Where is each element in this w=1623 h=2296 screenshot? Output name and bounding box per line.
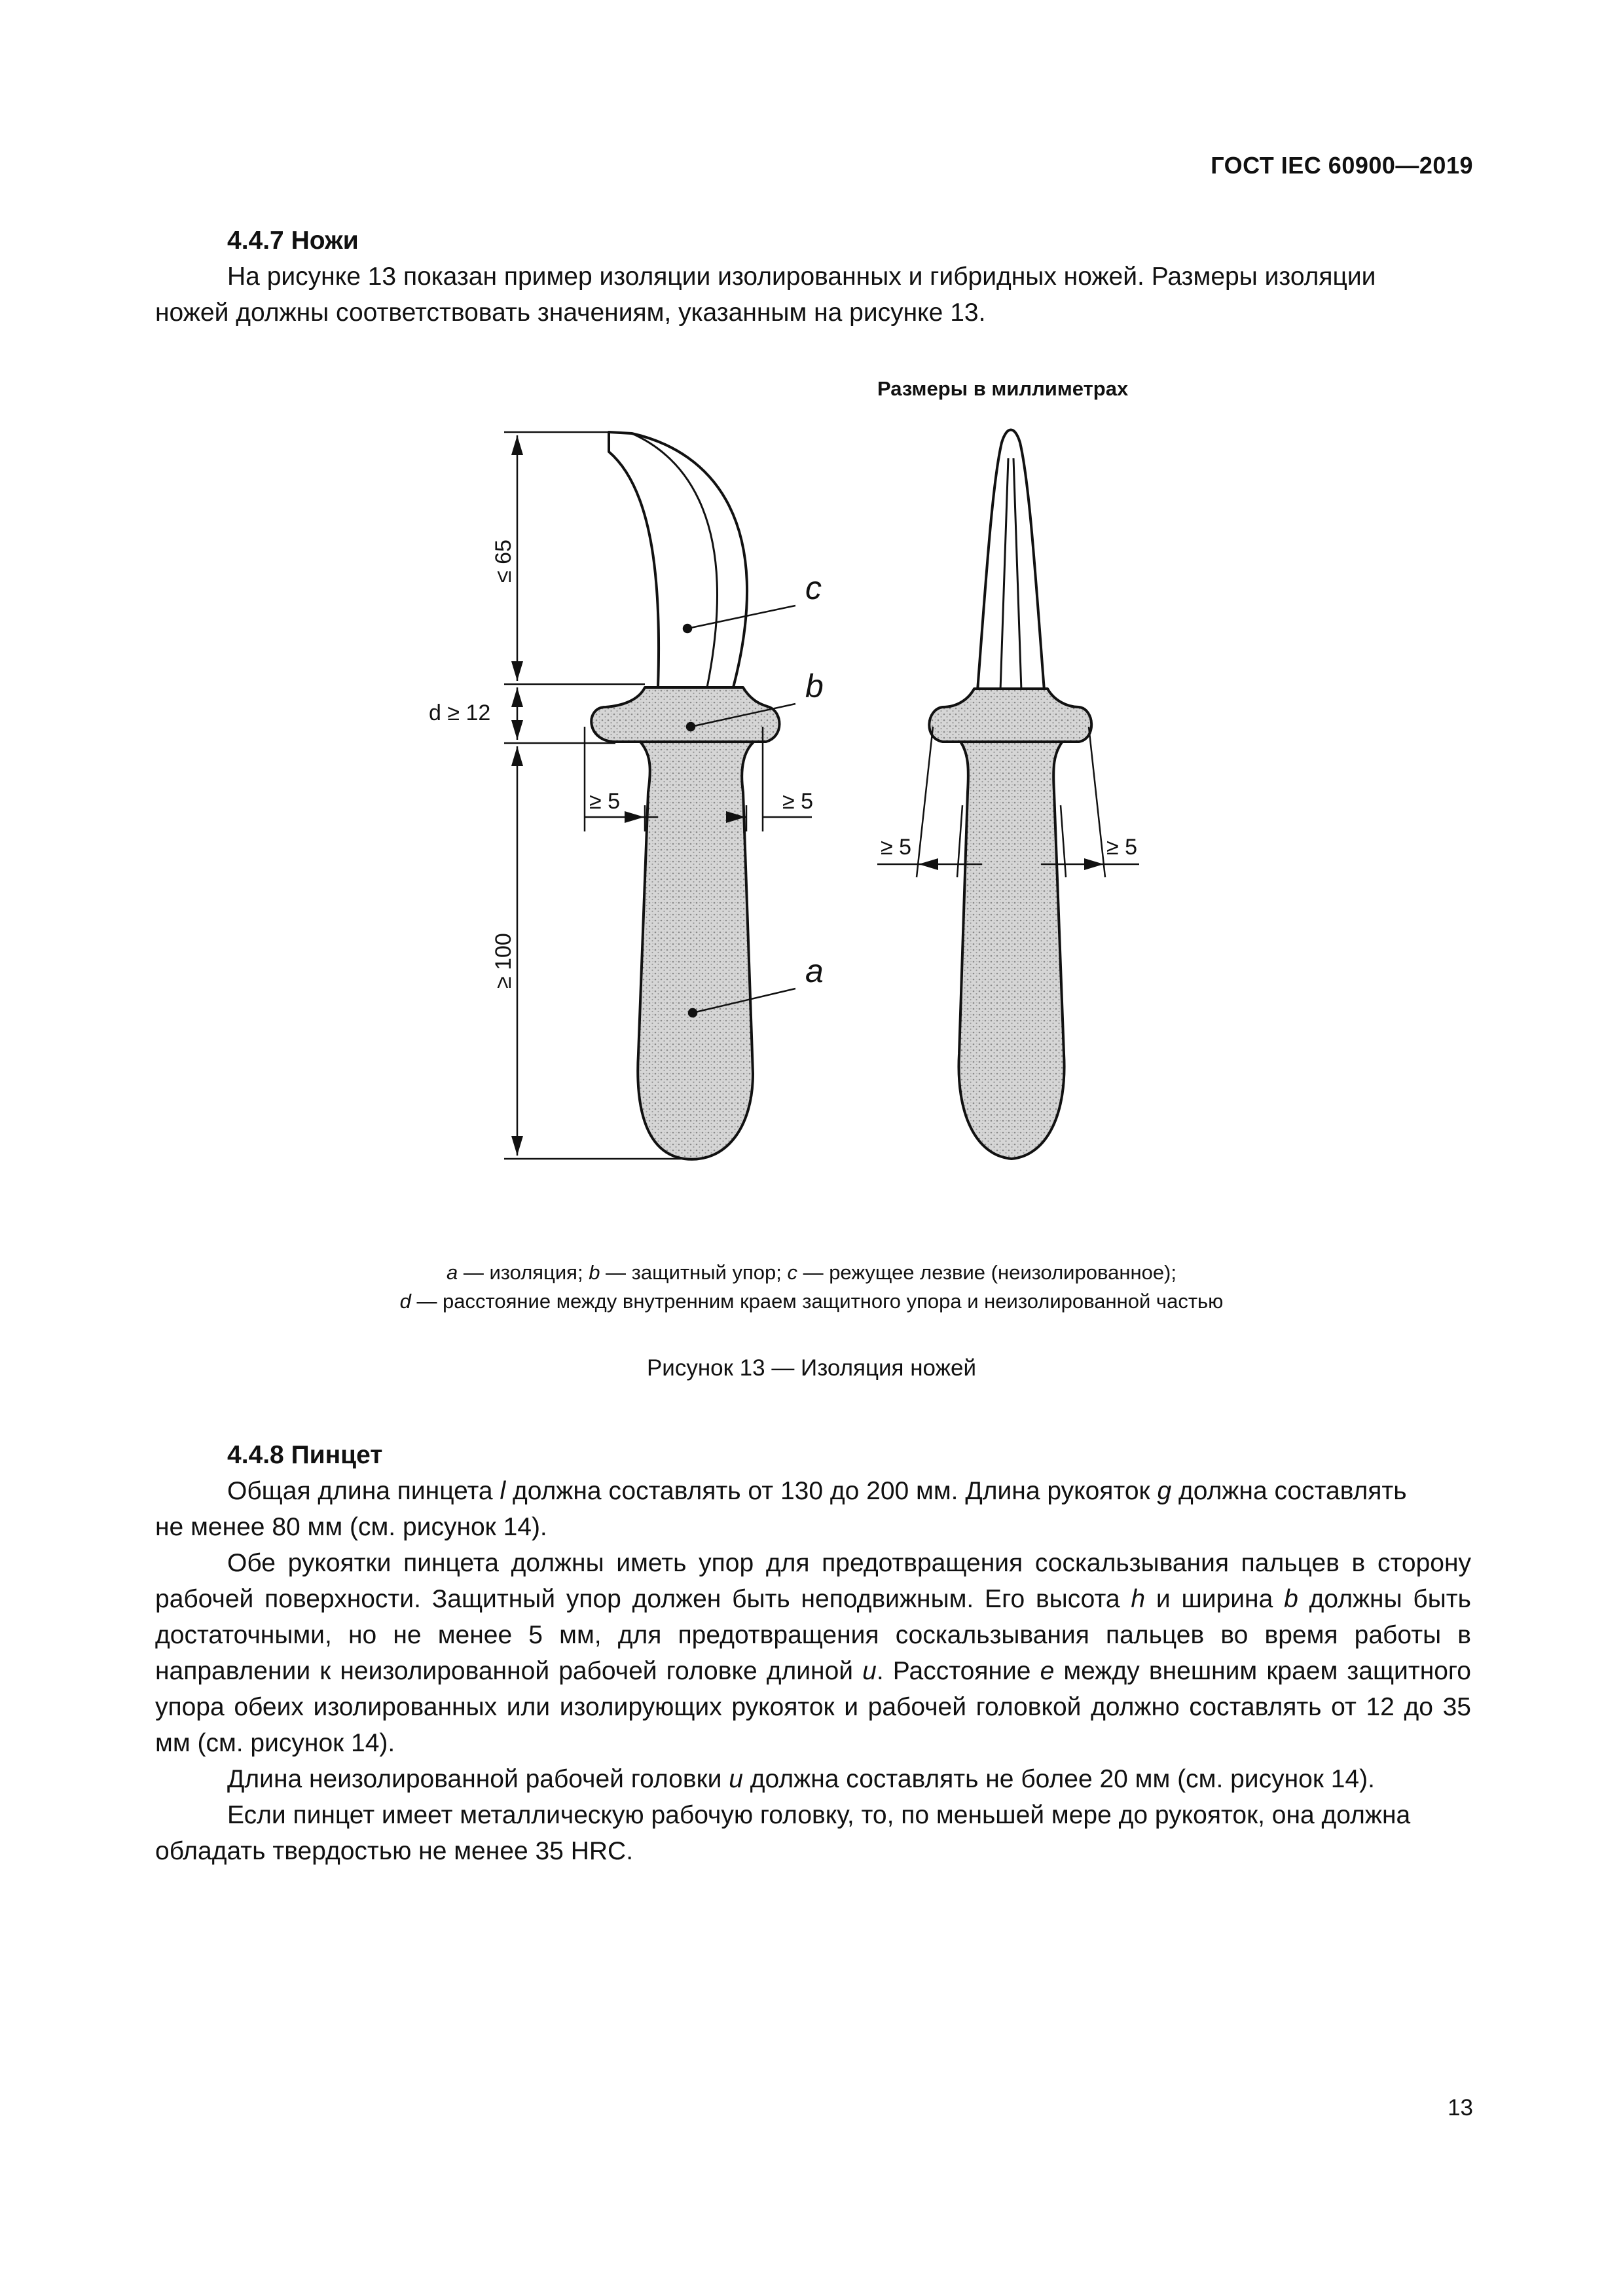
section-heading: 4.4.8 Пинцет [227,1441,383,1469]
blade-side [609,432,747,687]
dim-guard: d ≥ 12 [429,701,491,725]
paragraph-line: Если пинцет имеет металлическую рабочую головку, то, по меньшей мере до рукояток, она должна [227,1801,1411,1829]
label-a: a [805,953,824,989]
paragraph-line: На рисунке 13 показан пример изоляции изолированных и гибридных ножей. Размеры изоляции [227,263,1376,291]
guard-front [929,689,1091,742]
figure-knife-insulation [0,406,1623,1192]
dim-side-left: ≥ 5 [881,835,912,860]
dim-blade: ≤ 65 [491,539,516,583]
paragraph: Обе рукоятки пинцета должны иметь упор для предотвращения соскальзывания пальцев в сторону рабочей поверхности. Защитный упор должен быть неподвижным. Его высота h и ширина b должны быть достаточными, но не менее 5 мм, для предотвращения соскальзывания пальцев во время работы в направлении к неизолированной рабочей головке длиной u. Расстояние e между внешним краем защитного упора обеих изолированных или изолирующих рукояток и рабочей головкой должно составлять от 12 до 35 мм (см. рисунок 14). [155,1549,1471,1757]
dim-handle: ≥ 100 [491,933,516,989]
label-c: c [805,570,822,606]
figure-legend [0,1258,1623,1316]
section-4-4-7 [155,223,1471,331]
knife-front-view [929,430,1091,1159]
standard-header: ГОСТ IEC 60900—2019 [1211,152,1473,179]
paragraph-line: обладать твердостью не менее 35 HRC. [155,1837,634,1865]
paragraph: Общая длина пинцета l должна составлять от 130 до 200 мм. Длина рукояток g должна составлять [227,1477,1407,1505]
figure-caption: Рисунок 13 — Изоляция ножей [646,1355,977,1381]
paragraph-line: ножей должны соответствовать значениям, указанным на рисунке 13. [155,299,986,327]
paragraph: Длина неизолированной рабочей головки u должна составлять не более 20 мм (см. рисунок 14). [227,1765,1375,1793]
section-heading: 4.4.7 Ножи [227,227,359,255]
legend-line-1: a — изоляция; b — защитный упор; c — режущее лезвие (неизолированное); [447,1261,1176,1284]
paragraph-line: не менее 80 мм (см. рисунок 14). [155,1513,547,1541]
sizes-note: Размеры в миллиметрах [877,377,1129,400]
dim-side-right: ≥ 5 [1106,835,1138,860]
handle-front [958,740,1064,1159]
legend-line-2: d — расстояние между внутренним краем защитного упора и неизолированной частью [399,1290,1224,1313]
blade-front [977,430,1044,691]
dim-guard-left: ≥ 5 [589,789,621,814]
dim-guard-right: ≥ 5 [782,789,814,814]
guard-side [591,687,779,742]
handle-side [638,740,756,1159]
label-b: b [805,668,824,704]
page-number: 13 [1448,2095,1473,2121]
section-4-4-8 [155,1437,1471,1869]
